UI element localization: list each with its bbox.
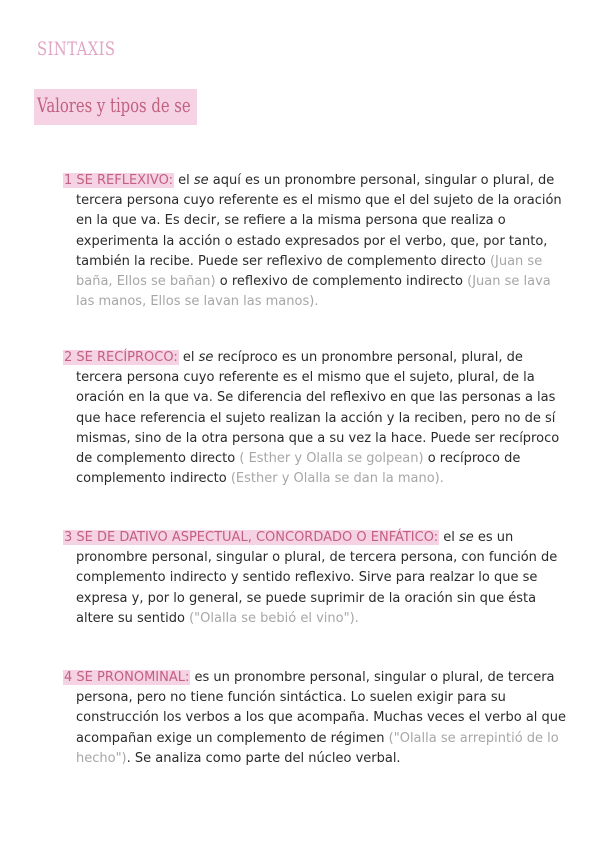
example-text: (Juan se lava las manos, Ellos se lavan las manos): [76, 274, 551, 310]
section-heading: [34, 89, 197, 125]
section-label: 4 SE PRONOMINAL:: [64, 670, 190, 685]
paragraph-text: . Se analiza como parte del núcleo verbal.: [126, 750, 401, 766]
example-text: ("Olalla se arrepintió de lo hecho"): [76, 730, 559, 766]
paragraph: [63, 171, 567, 312]
section-label: 1 SE REFLEXIVO:: [64, 173, 173, 188]
section-reciproco: [63, 348, 567, 489]
italic-term: se: [458, 530, 474, 545]
paragraph-text: recíproco es un pronombre personal, plural, de tercera persona cuyo referente es el mismo que el sujeto, plural, de la oración en la que va. Se diferencia del reflexivo en que las personas a las que hace referencia el sujeto realizan la acción y la reciben, pero no de sí mismas, sino de la otra persona que a su vez la hace. Puede ser recíproco de complemento directo: [76, 350, 560, 467]
paragraph-text: el: [178, 350, 199, 365]
paragraph-text: .: [314, 294, 319, 310]
paragraph: [63, 528, 567, 629]
italic-term: se: [198, 350, 214, 365]
example-text: ( Esther y Olalla se golpean): [239, 451, 424, 467]
paragraph-text: el: [439, 530, 459, 545]
section-label: 3 SE DE DATIVO ASPECTUAL, CONCORDADO O ENFÁTICO:: [64, 530, 439, 545]
section-label: 2 SE RECÍPROCO:: [64, 350, 178, 365]
section-dativo: [63, 528, 567, 629]
section-pronominal: [63, 668, 567, 769]
paragraph-text: es un pronombre personal, singular o plural, de tercera persona, pero no tiene función sintáctica. Lo suelen exigir para su construcción los verbos a los que acompaña. Muchas veces el verbo al que acompañan exige un complemento de régimen: [76, 670, 567, 746]
subject-title: SINTAXIS: [37, 38, 116, 60]
paragraph-text: .: [439, 471, 444, 487]
paragraph-text: es un pronombre personal, singular o plural, de tercera persona, con función de complemento indirecto y sentido reflexivo. Sirve para realzar lo que se expresa y, por lo general, se puede suprimir de la oración sin que ésta altere su sentido: [76, 530, 558, 626]
italic-term: se: [193, 173, 209, 188]
example-text: (Esther y Olalla se dan la mano): [230, 471, 440, 487]
paragraph-text: o reflexivo de complemento indirecto: [215, 274, 468, 290]
section-reflexivo: [63, 171, 567, 312]
paragraph-text: aquí es un pronombre personal, singular o plural, de tercera persona cuyo referente es el mismo que el del sujeto de la oración en la que va. Es decir, se refiere a la misma persona que realiza o experimenta la acción o estado expresados por el verbo, que, por tanto, también la recibe. Puede ser reflexivo de complemento directo: [76, 173, 562, 269]
section-heading-text: Valores y tipos de se: [37, 93, 191, 117]
example-text: ("Olalla se bebió el vino"): [189, 610, 355, 626]
paragraph-text: o recíproco de complemento indirecto: [76, 451, 521, 487]
paragraph: [63, 668, 567, 769]
paragraph: [63, 348, 567, 489]
example-text: (Juan se baña, Ellos se bañan): [76, 253, 543, 290]
paragraph-text: .: [354, 610, 359, 626]
paragraph-text: el: [173, 173, 194, 188]
